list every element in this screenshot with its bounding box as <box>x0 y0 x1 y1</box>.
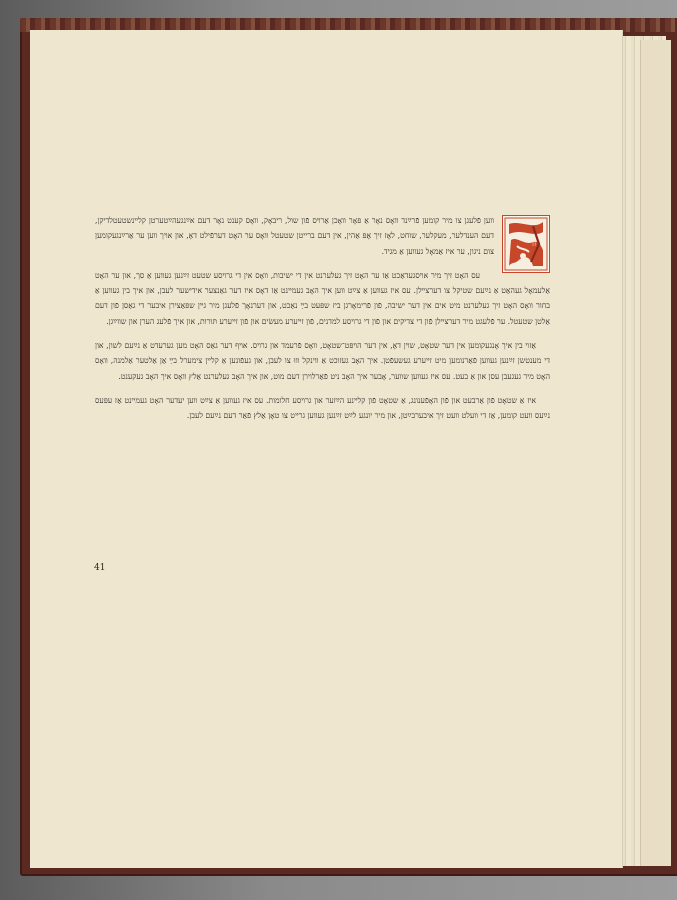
decorated-initial-letter <box>502 215 550 273</box>
paragraph-2: עס האָט זיך מיר אױסגעדאַכט אַז ער האָט זיך געלערנט אין די ישיבות, װאָס אין די גרױסע שטעט זײַנען געװען אַ סך, און ער האָט אַלעמאָל געהאַט אַ נײַעם שטיקל צו דערצײלן. עס איז געװען אַ צײַט װען איך האָב געמײנט אַז דאָס איז דער גאַנצער אידישער לעבן, און איך בין געװען אַ בחור װאָס האָט זיך געלערנט מיט אים אין דער ישיבה, פֿון פֿרימאָרגן ביז שפּעט בײַ נאַכט, און דערנאָך פֿלעגן מיר גײן שפּאַצירן איבער די גאַסן פֿון דעם אַלטן שטעטל. ער פֿלעגט מיר דערצײלן פֿון די צדיקים און פֿון די גרױסע למדנים, פֿון זײערע מעשׂים און פֿון זײערע תּורות, און איך פֿלעג הערן און שװײַגן. <box>95 270 550 326</box>
paragraph-1: װען פֿלעגן צו מיר קומען פֿרײַנד װאָס נאָר אַ פּאָר װאָכן אַרױס פֿון שול, ריבאָק, װאָס קענט נאָר דעם אײַנגעהײַטערטן קלײנשטעטלדיקן, דעם הענדלער, מעקלער, שוחט, לאָז זיך אָפּ אַהין, אין דעם ברייטן שטעטל װאָס ער האָט דערפֿילט דאָ, און אױך װען ער אַרײַנגעקומען צום ניגון, ער איז אַמאָל געװען אַ מגיד. <box>95 216 494 256</box>
book-page <box>30 30 622 868</box>
page-edges-right <box>640 40 671 866</box>
svg-text:װ: װ <box>531 239 536 249</box>
ornament-icon <box>503 216 549 272</box>
paragraph-3: אַזױ בין איך אָנגעקומען אין דער שטאָט, שױן דאָ, אין דער הױפּט־שטאָט, װאָס פֿרעמד און גרױס. אױף דער גאַס האָט מען גערעדט אַ נײַעם לשון, און די מענטשן זײַנען געװען פֿאַרנומען מיט זײערע געשעפֿטן. איך האָב געזוכט אַ װינקל װוּ צו לעבן, און געפֿונען אַ קלײן צימערל בײַ אַן אַלטער אַלמנה, װאָס האָט מיר געגעבן עסן און אַ בעט. עס איז געװען שװער, אָבער איך האָב ניט פֿאַרלוירן דעם מוט, און איך האָב געלערנט אַלץ װאָס איך האָב געקענט. <box>95 341 550 381</box>
text-block <box>95 213 550 433</box>
page-number: 41 <box>94 563 106 573</box>
paragraph-4: איז אַ שטאָט פֿון אַרבעט און פֿון האָפֿענונג, אַ שטאָט פֿון קלײנע הײַזער און גרױסע חלומות. עס איז געװען אַ צײַט װען יעדער האָט געמײנט אַז עפּעס נײַעס װעט קומען, אַז די װעלט װעט זיך איבערבײַטן, און מיר יונגע לײַט זײַנען געװען גרײט צו טאָן אַלץ פֿאַר דעם נײַעם לעבן. <box>95 395 550 421</box>
